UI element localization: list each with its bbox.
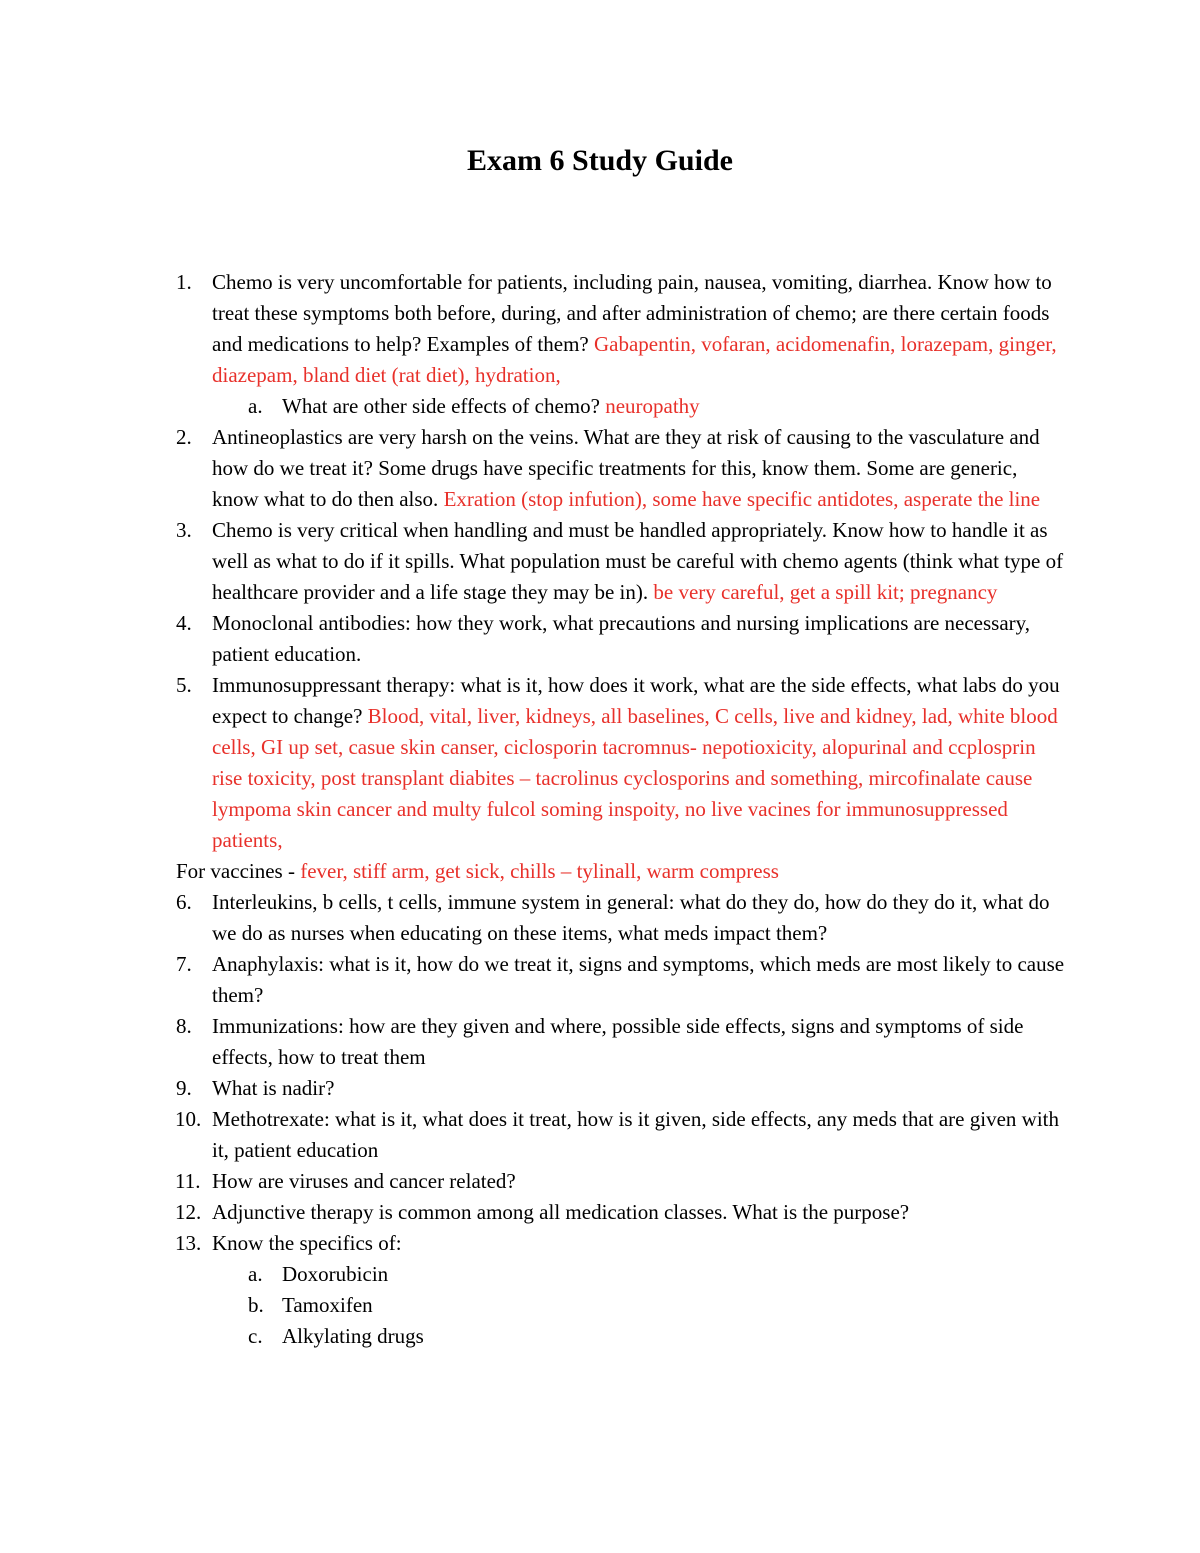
list-item <box>176 1228 1066 1259</box>
question-text: Adjunctive therapy is common among all medication classes. What is the purpose? <box>212 1200 910 1224</box>
item-number: 11. <box>175 1169 201 1193</box>
item-number: 12. <box>175 1200 202 1224</box>
page-title: Exam 6 Study Guide <box>467 144 733 177</box>
question-text: Anaphylaxis: what is it, how do we treat it, signs and symptoms, which meds are most likely to cause them? <box>212 952 1065 1007</box>
list-item <box>176 670 1066 856</box>
answer-text: Blood, vital, liver, kidneys, all baselines, C cells, live and kidney, lad, white blood cells, GI up set, casue skin canser, ciclosporin tacromnus- nepotioxicity, alopurinal and ccplosprin rise toxicity, post transplant diabites – tacrolinus cyclosporins and something, mircofinalate cause lympoma skin cancer and multy fulcol soming inspoity, no live vacines for immunosuppressed patients, <box>212 704 1058 852</box>
item-number: 4. <box>176 611 192 635</box>
answer-text: neuropathy <box>605 394 700 418</box>
list-item <box>176 1073 1066 1104</box>
question-text: Alkylating drugs <box>282 1324 424 1348</box>
question-text: Immunosuppressant therapy: what is it, how does it work, what are the side effects, what labs do you expect to change? <box>212 673 1060 728</box>
sub-list-item <box>176 391 1066 422</box>
question-text: What are other side effects of chemo? <box>282 394 606 418</box>
list-item <box>176 1166 1066 1197</box>
question-text: Know the specifics of: <box>212 1231 402 1255</box>
item-number: 2. <box>176 425 192 449</box>
list-item <box>176 887 1066 949</box>
answer-text: be very careful, get a spill kit; pregnancy <box>653 580 998 604</box>
list-item <box>176 267 1066 391</box>
sub-list-item <box>176 1259 1066 1290</box>
question-text: Chemo is very critical when handling and must be handled appropriately. Know how to handle it as well as what to do if it spills. What population must be careful with chemo agents (think what type of healthcare provider and a life stage they may be in). <box>212 518 1064 604</box>
item-letter: b. <box>248 1293 264 1317</box>
item-letter: c. <box>248 1324 263 1348</box>
list-item <box>176 422 1066 515</box>
item-number: 1. <box>176 270 192 294</box>
sub-list-item <box>176 1290 1066 1321</box>
vaccines-note <box>176 856 1066 887</box>
list-item <box>176 608 1066 670</box>
answer-text: Gabapentin, vofaran, acidomenafin, lorazepam, ginger, diazepam, bland diet (rat diet), hydration, <box>212 332 1057 387</box>
answer-text: Exration (stop infution), some have specific antidotes, asperate the line <box>443 487 1041 511</box>
item-number: 5. <box>176 673 192 697</box>
item-letter: a. <box>248 1262 263 1286</box>
question-text: Antineoplastics are very harsh on the veins. What are they at risk of causing to the vasculature and how do we treat it? Some drugs have specific treatments for this, know them. Some are generic, know what to do then also. <box>212 425 1040 511</box>
question-text: Monoclonal antibodies: how they work, what precautions and nursing implications are necessary, patient education. <box>212 611 1031 666</box>
list-item <box>176 515 1066 608</box>
question-text: Chemo is very uncomfortable for patients, including pain, nausea, vomiting, diarrhea. Know how to treat these symptoms both before, during, and after administration of chemo; are there certain foods and medications to help? Examples of them? <box>212 270 1052 356</box>
list-item <box>176 949 1066 1011</box>
answer-text: fever, stiff arm, get sick, chills – tylinall, warm compress <box>300 859 779 883</box>
question-text: Tamoxifen <box>282 1293 373 1317</box>
question-text: Immunizations: how are they given and where, possible side effects, signs and symptoms of side effects, how to treat them <box>212 1014 1024 1069</box>
list-item <box>176 1011 1066 1073</box>
note-label: For vaccines - <box>176 859 301 883</box>
sub-list-item <box>176 1321 1066 1352</box>
item-number: 8. <box>176 1014 192 1038</box>
item-letter: a. <box>248 394 263 418</box>
question-text: Doxorubicin <box>282 1262 389 1286</box>
item-number: 7. <box>176 952 192 976</box>
item-number: 13. <box>175 1231 202 1255</box>
study-guide-list <box>176 267 1066 1352</box>
item-number: 10. <box>175 1107 202 1131</box>
list-item <box>176 1197 1066 1228</box>
question-text: Methotrexate: what is it, what does it treat, how is it given, side effects, any meds that are given with it, patient education <box>212 1107 1059 1162</box>
item-number: 6. <box>176 890 192 914</box>
list-item <box>176 1104 1066 1166</box>
question-text: Interleukins, b cells, t cells, immune system in general: what do they do, how do they do it, what do we do as nurses when educating on these items, what meds impact them? <box>212 890 1050 945</box>
question-text: How are viruses and cancer related? <box>212 1169 516 1193</box>
item-number: 3. <box>176 518 192 542</box>
question-text: What is nadir? <box>212 1076 335 1100</box>
item-number: 9. <box>176 1076 192 1100</box>
